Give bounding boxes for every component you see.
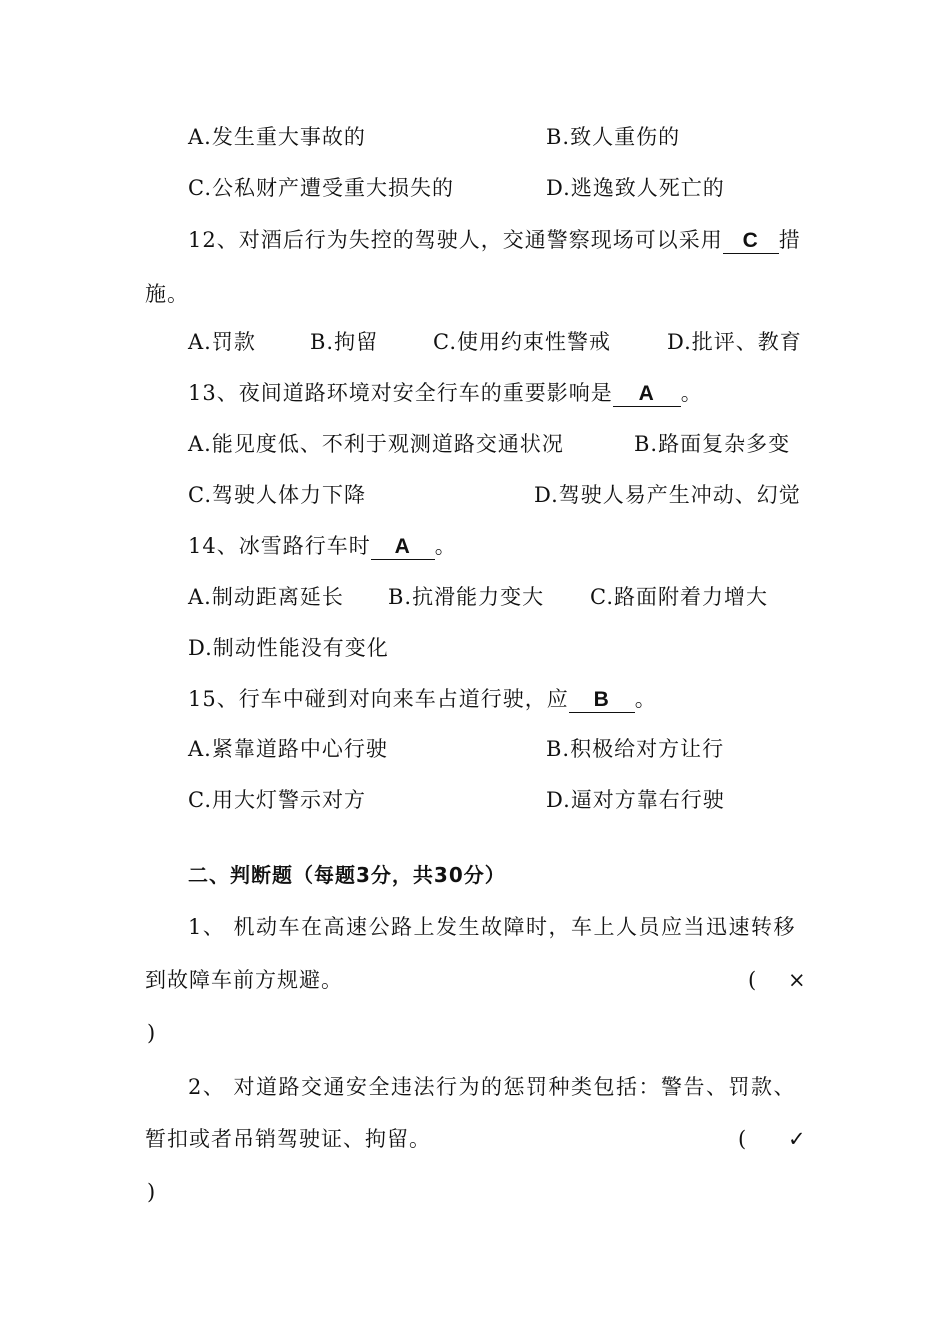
q13-stem [188, 379, 703, 407]
q12-stem-after: 措 [778, 228, 801, 252]
q15-stem-after: 。 [634, 687, 657, 711]
q14-stem [188, 532, 457, 560]
q15-answer-blank: B [569, 688, 635, 713]
tf1-paren-close: ) [147, 1021, 157, 1045]
q11-option-d: D.逃逸致人死亡的 [546, 176, 725, 200]
q14-answer-blank: A [371, 535, 435, 560]
q15-stem [188, 685, 657, 713]
q12-stem-continued: 施。 [145, 282, 189, 306]
tf2-paren-open: ( [738, 1127, 748, 1151]
q14-stem-text: 14、冰雪路行车时 [188, 534, 371, 558]
q13-option-c: C.驾驶人体力下降 [188, 483, 366, 507]
q14-option-a: A.制动距离延长 [188, 585, 344, 609]
q13-option-b: B.路面复杂多变 [634, 432, 791, 456]
q15-option-b: B.积极给对方让行 [546, 737, 725, 761]
q13-answer-blank: A [613, 382, 681, 407]
q13-option-a: A.能见度低、不利于观测道路交通状况 [188, 432, 564, 456]
tf2-answer-mark: ✓ [788, 1127, 807, 1151]
q15-option-a: A.紧靠道路中心行驶 [188, 737, 388, 761]
q12-option-c: C.使用约束性警戒 [433, 330, 611, 354]
tf1-answer-mark: × [788, 968, 807, 992]
q15-option-d: D.逼对方靠右行驶 [546, 788, 725, 812]
q14-option-d: D.制动性能没有变化 [188, 636, 389, 660]
tf2-line-2: 暂扣或者吊销驾驶证、拘留。 [145, 1127, 431, 1151]
q12-stem [188, 226, 801, 254]
q15-stem-text: 15、行车中碰到对向来车占道行驶，应 [188, 687, 569, 711]
q13-stem-after: 。 [680, 381, 703, 405]
tf1-line-1: 1、 机动车在高速公路上发生故障时，车上人员应当迅速转移 [188, 915, 797, 939]
tf2-line-1: 2、 对道路交通安全违法行为的惩罚种类包括：警告、罚款、 [188, 1075, 797, 1099]
q12-stem-text: 12、对酒后行为失控的驾驶人，交通警察现场可以采用 [188, 228, 723, 252]
tf1-paren-open: ( [748, 968, 758, 992]
q12-option-a: A.罚款 [188, 330, 256, 354]
q11-option-c: C.公私财产遭受重大损失的 [188, 176, 454, 200]
tf2-paren-close: ) [147, 1180, 157, 1204]
q13-stem-text: 13、夜间道路环境对安全行车的重要影响是 [188, 381, 613, 405]
q13-option-d: D.驾驶人易产生冲动、幻觉 [534, 483, 801, 507]
q14-option-b: B.抗滑能力变大 [388, 585, 545, 609]
q12-option-b: B.拘留 [310, 330, 379, 354]
q14-stem-after: 。 [434, 534, 457, 558]
q11-option-a: A.发生重大事故的 [188, 125, 366, 149]
q12-option-d: D.批评、教育 [667, 330, 802, 354]
q14-option-c: C.路面附着力增大 [590, 585, 768, 609]
tf1-line-2: 到故障车前方规避。 [145, 968, 343, 992]
q12-answer-blank: C [723, 229, 779, 254]
q11-option-b: B.致人重伤的 [546, 125, 681, 149]
q15-option-c: C.用大灯警示对方 [188, 788, 366, 812]
section-2-heading: 二、判断题（每题3分，共30分） [188, 863, 506, 887]
